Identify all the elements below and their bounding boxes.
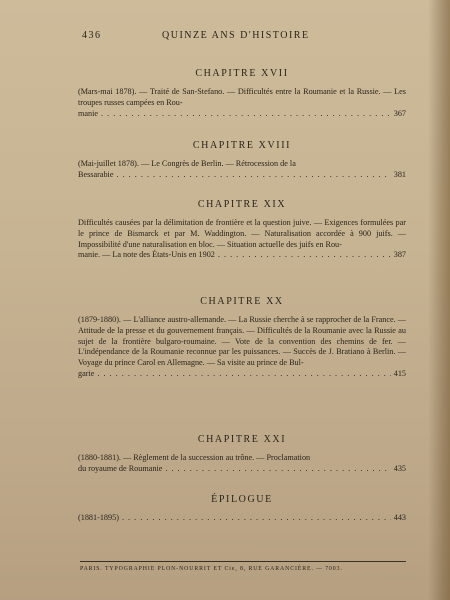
chapter-summary bbox=[78, 453, 406, 475]
chapter-summary bbox=[78, 218, 406, 261]
toc-page-number: 435 bbox=[393, 463, 406, 473]
chapter-heading: CHAPITRE XX bbox=[200, 296, 284, 307]
chapter-heading: CHAPITRE XVII bbox=[195, 68, 289, 79]
toc-leader-text: Bessarabie bbox=[78, 169, 114, 179]
toc-leader-text: garie bbox=[78, 368, 95, 378]
chapter-summary-text: (Mai-juillet 1878). — Le Congrès de Berlin. — Rétrocession de la bbox=[78, 159, 296, 168]
toc-leader-line bbox=[78, 109, 406, 120]
toc-leader-text: manie bbox=[78, 108, 99, 118]
toc-page-number: 381 bbox=[393, 169, 406, 179]
dot-leader bbox=[218, 250, 391, 261]
dot-leader bbox=[101, 109, 391, 120]
chapter-heading: ÉPILOGUE bbox=[211, 494, 273, 505]
toc-leader-text: (1881-1895) bbox=[78, 513, 119, 522]
toc-page-number: 367 bbox=[393, 108, 406, 118]
dot-leader bbox=[116, 170, 390, 181]
toc-leader-text: du royaume de Roumanie bbox=[78, 463, 163, 473]
toc-page-number: 387 bbox=[393, 250, 406, 260]
chapter-heading: CHAPITRE XVIII bbox=[192, 140, 292, 151]
chapter-heading: CHAPITRE XXI bbox=[197, 434, 287, 445]
toc-leader-line bbox=[78, 170, 406, 181]
page-number: 436 bbox=[82, 30, 102, 41]
chapter-summary-text: (1879-1880). — L'alliance austro-allemande. — La Russie cherche à se rapprocher de la France. — Attitude de la presse et du gouvernement français. — Difficultés de la Roumanie avec la Russie au sujet de la frontière bulgaro-roumaine. — Vote de la convention des chemins de fer. — L'indépendance de la Roumanie reconnue par les puissances. — Succès de J. Bratiano à Berlin. — Voyage du prince Carol en Allemagne. — Sa visite au prince de Bul- bbox=[78, 315, 406, 368]
chapter-summary bbox=[78, 87, 406, 119]
spine-shadow bbox=[428, 0, 450, 600]
chapter-21 bbox=[78, 434, 406, 475]
dot-leader bbox=[97, 369, 390, 380]
toc-leader-line bbox=[78, 250, 406, 261]
toc-page-number: 415 bbox=[393, 368, 406, 378]
toc-leader-line bbox=[78, 369, 406, 380]
chapter-20 bbox=[78, 296, 406, 380]
chapter-18 bbox=[78, 140, 406, 181]
toc-page-number: 443 bbox=[393, 513, 406, 522]
chapter-heading: CHAPITRE XIX bbox=[197, 199, 287, 210]
chapter-summary bbox=[78, 513, 406, 524]
chapter-summary bbox=[78, 315, 406, 380]
chapter-summary-text: (Mars-mai 1878). — Traité de San-Stefano. — Difficultés entre la Roumanie et la Russie. — Les troupes russes campées en Rou- bbox=[78, 87, 406, 107]
chapter-17 bbox=[78, 68, 406, 119]
chapter-19 bbox=[78, 199, 406, 261]
running-title: QUINZE ANS D'HISTOIRE bbox=[162, 30, 310, 41]
printer-imprint: PARIS. TYPOGRAPHIE PLON-NOURRIT ET Cie, 8, RUE GARANCIÈRE. — 7003. bbox=[80, 566, 343, 572]
chapter-summary-text: (1880-1881). — Règlement de la succession au trône. — Proclamation bbox=[78, 453, 311, 462]
dot-leader bbox=[165, 464, 390, 475]
toc-leader-text: manie. — La note des États-Unis en 1902 bbox=[78, 250, 215, 260]
footer-rule bbox=[80, 561, 406, 562]
chapter-summary-text: Difficultés causées par la délimitation de frontière et la question juive. — Exigences formulées par le prince de Bismarck et par M. Waddington. — Naturalisation accordée à 900 juifs. — Impossibilité d'une naturalisation en bloc. — Situation actuelle des juifs en Rou- bbox=[78, 218, 406, 249]
dot-leader bbox=[122, 513, 391, 524]
toc-leader-line bbox=[78, 513, 406, 524]
chapter-summary bbox=[78, 159, 406, 181]
epilogue bbox=[78, 494, 406, 524]
toc-leader-line bbox=[78, 464, 406, 475]
